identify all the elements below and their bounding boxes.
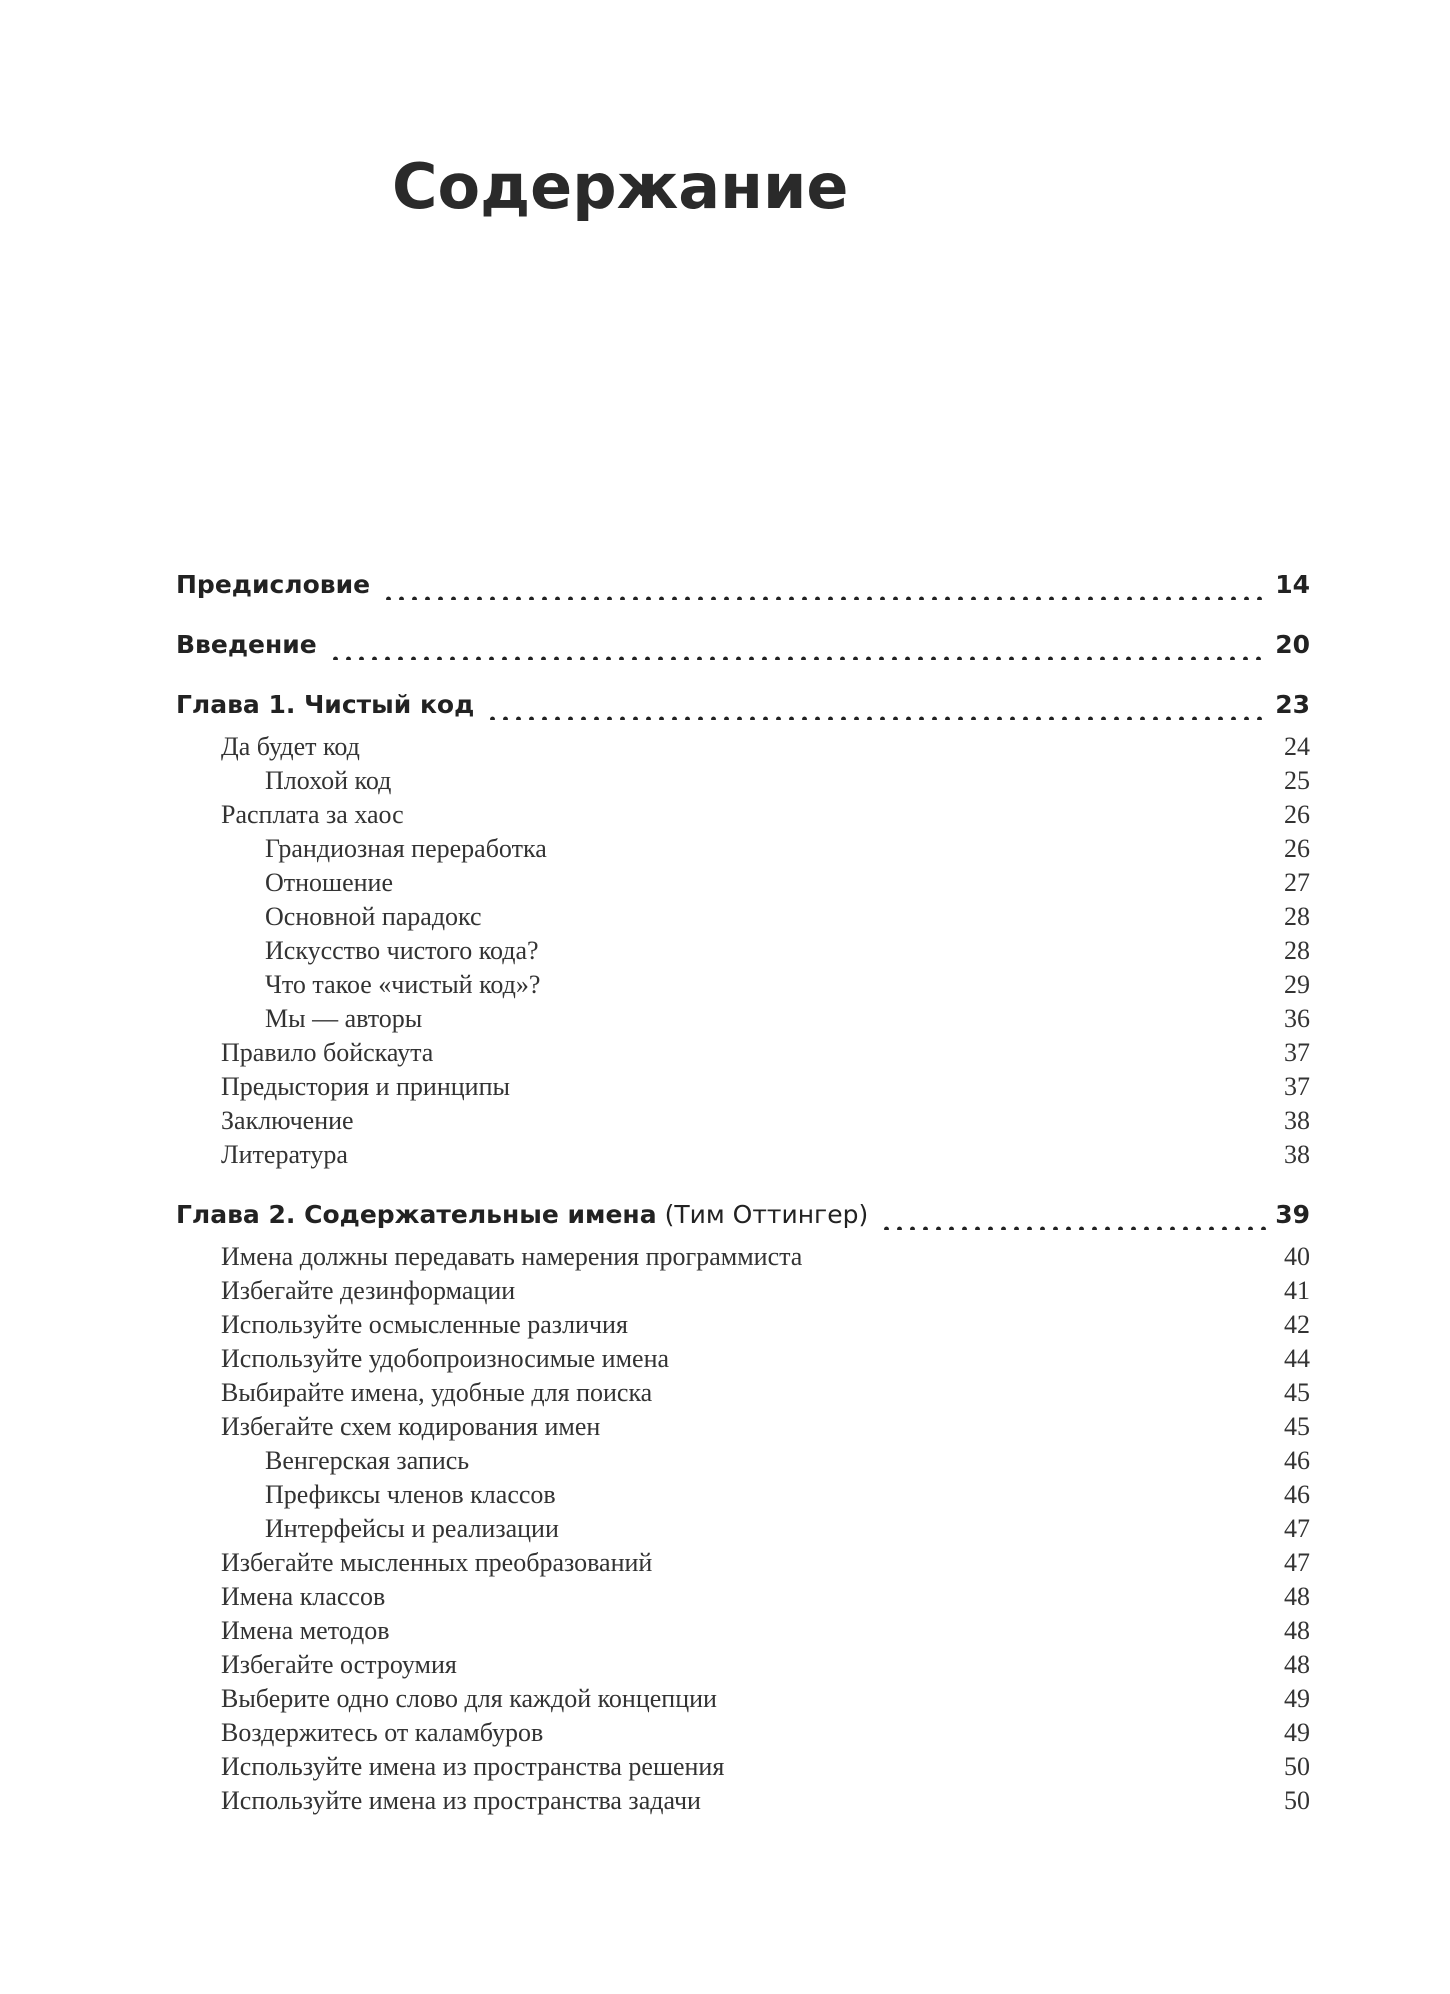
toc-page-number: 14 <box>1275 570 1310 599</box>
toc-section-label: Используйте имена из пространства задачи <box>221 1786 701 1815</box>
dot-leader <box>675 1342 1278 1376</box>
toc-section-label: Выберите одно слово для каждой концепции <box>221 1684 717 1713</box>
toc-section-label: Заключение <box>221 1106 354 1135</box>
toc-page-number: 36 <box>1284 1004 1310 1033</box>
toc-subsection[interactable] <box>176 832 1310 866</box>
toc-page-number: 45 <box>1284 1412 1310 1441</box>
toc-section[interactable] <box>176 1546 1310 1580</box>
toc-page-number: 39 <box>1275 1200 1310 1229</box>
toc-section[interactable] <box>176 1410 1310 1444</box>
toc-section-label: Искусство чистого кода? <box>265 936 539 965</box>
toc-page-number: 29 <box>1284 970 1310 999</box>
toc-page-number: 47 <box>1284 1548 1310 1577</box>
toc-section[interactable] <box>176 1716 1310 1750</box>
dot-leader <box>546 968 1278 1002</box>
dot-leader <box>486 690 1267 720</box>
dot-leader <box>658 1546 1278 1580</box>
toc-section[interactable] <box>176 1070 1310 1104</box>
toc-section-label: Расплата за хаос <box>221 800 404 829</box>
toc-page-number: 26 <box>1284 800 1310 829</box>
toc-page-number: 28 <box>1284 936 1310 965</box>
toc-section-label: Воздержитесь от каламбуров <box>221 1718 544 1747</box>
dot-leader <box>553 832 1278 866</box>
toc-page-number: 45 <box>1284 1378 1310 1407</box>
toc-page-number: 47 <box>1284 1514 1310 1543</box>
toc-subsection[interactable] <box>176 968 1310 1002</box>
toc-section[interactable] <box>176 1138 1310 1172</box>
toc-page-number: 49 <box>1284 1684 1310 1713</box>
dot-leader <box>549 1716 1278 1750</box>
toc-chapter-author: (Тим Оттингер) <box>664 1200 869 1229</box>
toc-subsection[interactable] <box>176 1512 1310 1546</box>
dot-leader <box>439 1036 1278 1070</box>
toc-chapter-1[interactable] <box>176 690 1310 720</box>
toc-section-label: Используйте имена из пространства решения <box>221 1752 725 1781</box>
toc-page-number: 23 <box>1275 690 1310 719</box>
toc-section-label: Префиксы членов классов <box>265 1480 556 1509</box>
toc-section-label: Избегайте дезинформации <box>221 1276 516 1305</box>
toc-subsection[interactable] <box>176 866 1310 900</box>
toc-section-label: Мы — авторы <box>265 1004 423 1033</box>
toc-section-label: Отношение <box>265 868 393 897</box>
toc-subsection[interactable] <box>176 900 1310 934</box>
dot-leader <box>707 1784 1278 1818</box>
toc-section-label: Имена методов <box>221 1616 390 1645</box>
toc-section-label: Используйте удобопроизносимые имена <box>221 1344 670 1373</box>
dot-leader <box>488 900 1278 934</box>
dot-leader <box>808 1240 1278 1274</box>
toc-subsection[interactable] <box>176 1478 1310 1512</box>
toc-section-label: Предыстория и принципы <box>221 1072 510 1101</box>
toc-section-label: Имена классов <box>221 1582 386 1611</box>
toc-section-label: Что такое «чистый код»? <box>265 970 541 999</box>
toc-section-label: Избегайте остроумия <box>221 1650 457 1679</box>
dot-leader <box>730 1750 1278 1784</box>
dot-leader <box>382 570 1267 600</box>
toc-section-label: Интерфейсы и реализации <box>265 1514 559 1543</box>
toc-page-number: 20 <box>1275 630 1310 659</box>
toc-chapter-label: Глава 1. Чистый код <box>176 690 475 719</box>
dot-leader <box>360 1104 1278 1138</box>
toc-section[interactable] <box>176 798 1310 832</box>
toc-section-label: Имена должны передавать намерения программиста <box>221 1242 803 1271</box>
dot-leader <box>516 1070 1278 1104</box>
toc-entry-label: Предисловие <box>176 570 371 599</box>
toc-section[interactable] <box>176 1376 1310 1410</box>
toc-subsection[interactable] <box>176 1002 1310 1036</box>
dot-leader <box>410 798 1278 832</box>
toc-page-number: 44 <box>1284 1344 1310 1373</box>
toc-section[interactable] <box>176 1682 1310 1716</box>
dot-leader <box>399 866 1278 900</box>
dot-leader <box>475 1444 1278 1478</box>
toc-section-label: Избегайте мысленных преобразований <box>221 1548 653 1577</box>
toc-page-number: 49 <box>1284 1718 1310 1747</box>
dot-leader <box>396 1614 1279 1648</box>
toc-section[interactable] <box>176 730 1310 764</box>
dot-leader <box>723 1682 1278 1716</box>
toc-page-number: 38 <box>1284 1140 1310 1169</box>
toc-section[interactable] <box>176 1614 1310 1648</box>
dot-leader <box>880 1200 1267 1230</box>
toc-section[interactable] <box>176 1580 1310 1614</box>
toc-page-number: 40 <box>1284 1242 1310 1271</box>
toc-page-number: 24 <box>1284 732 1310 761</box>
dot-leader <box>329 630 1267 660</box>
toc-section-label: Используйте осмысленные различия <box>221 1310 628 1339</box>
dot-leader <box>463 1648 1278 1682</box>
toc-section-label: Основной парадокс <box>265 902 482 931</box>
dot-leader <box>565 1512 1278 1546</box>
dot-leader <box>562 1478 1278 1512</box>
toc-section-label: Венгерская запись <box>265 1446 470 1475</box>
toc-page-number: 41 <box>1284 1276 1310 1305</box>
toc-entry-preface[interactable] <box>176 570 1310 600</box>
toc-subsection[interactable] <box>176 1444 1310 1478</box>
toc-section-label: Плохой код <box>265 766 392 795</box>
toc-section-label: Литература <box>221 1140 348 1169</box>
toc-page-number: 50 <box>1284 1752 1310 1781</box>
toc-section[interactable] <box>176 1240 1310 1274</box>
toc-chapter-2-sections <box>176 1240 1310 1818</box>
toc-entry-intro[interactable] <box>176 630 1310 660</box>
dot-leader <box>354 1138 1278 1172</box>
toc-page-number: 28 <box>1284 902 1310 931</box>
toc-page-number: 48 <box>1284 1650 1310 1679</box>
table-of-contents <box>176 570 1310 1818</box>
toc-page-number: 27 <box>1284 868 1310 897</box>
toc-chapter-label <box>176 1200 868 1230</box>
toc-section[interactable] <box>176 1750 1310 1784</box>
page-title: Содержание <box>392 150 849 223</box>
toc-page-number: 46 <box>1284 1446 1310 1475</box>
toc-subsection[interactable] <box>176 934 1310 968</box>
dot-leader <box>428 1002 1278 1036</box>
toc-section[interactable] <box>176 1784 1310 1818</box>
toc-section-label: Грандиозная переработка <box>265 834 547 863</box>
toc-chapter-2[interactable] <box>176 1200 1310 1230</box>
dot-leader <box>366 730 1278 764</box>
toc-section[interactable] <box>176 1104 1310 1138</box>
dot-leader <box>545 934 1278 968</box>
toc-page-number: 46 <box>1284 1480 1310 1509</box>
dot-leader <box>521 1274 1278 1308</box>
toc-page-number: 38 <box>1284 1106 1310 1135</box>
dot-leader <box>634 1308 1278 1342</box>
toc-entry-label: Введение <box>176 630 317 659</box>
toc-page-number: 37 <box>1284 1072 1310 1101</box>
dot-leader <box>391 1580 1278 1614</box>
toc-section[interactable] <box>176 1648 1310 1682</box>
toc-section-label: Выбирайте имена, удобные для поиска <box>221 1378 653 1407</box>
toc-section-label: Избегайте схем кодирования имен <box>221 1412 601 1441</box>
toc-section[interactable] <box>176 1342 1310 1376</box>
toc-section[interactable] <box>176 1308 1310 1342</box>
toc-section-label: Правило бойскаута <box>221 1038 434 1067</box>
dot-leader <box>397 764 1278 798</box>
toc-page-number: 37 <box>1284 1038 1310 1067</box>
toc-page-number: 25 <box>1284 766 1310 795</box>
dot-leader <box>658 1376 1278 1410</box>
toc-page-number: 50 <box>1284 1786 1310 1815</box>
toc-page-number: 42 <box>1284 1310 1310 1339</box>
toc-subsection[interactable] <box>176 764 1310 798</box>
dot-leader <box>606 1410 1278 1444</box>
toc-page-number: 26 <box>1284 834 1310 863</box>
toc-page-number: 48 <box>1284 1616 1310 1645</box>
toc-page-number: 48 <box>1284 1582 1310 1611</box>
toc-section[interactable] <box>176 1036 1310 1070</box>
toc-chapter-title: Глава 2. Содержательные имена <box>176 1200 657 1229</box>
toc-section[interactable] <box>176 1274 1310 1308</box>
toc-section-label: Да будет код <box>221 732 360 761</box>
toc-chapter-1-sections <box>176 730 1310 1172</box>
